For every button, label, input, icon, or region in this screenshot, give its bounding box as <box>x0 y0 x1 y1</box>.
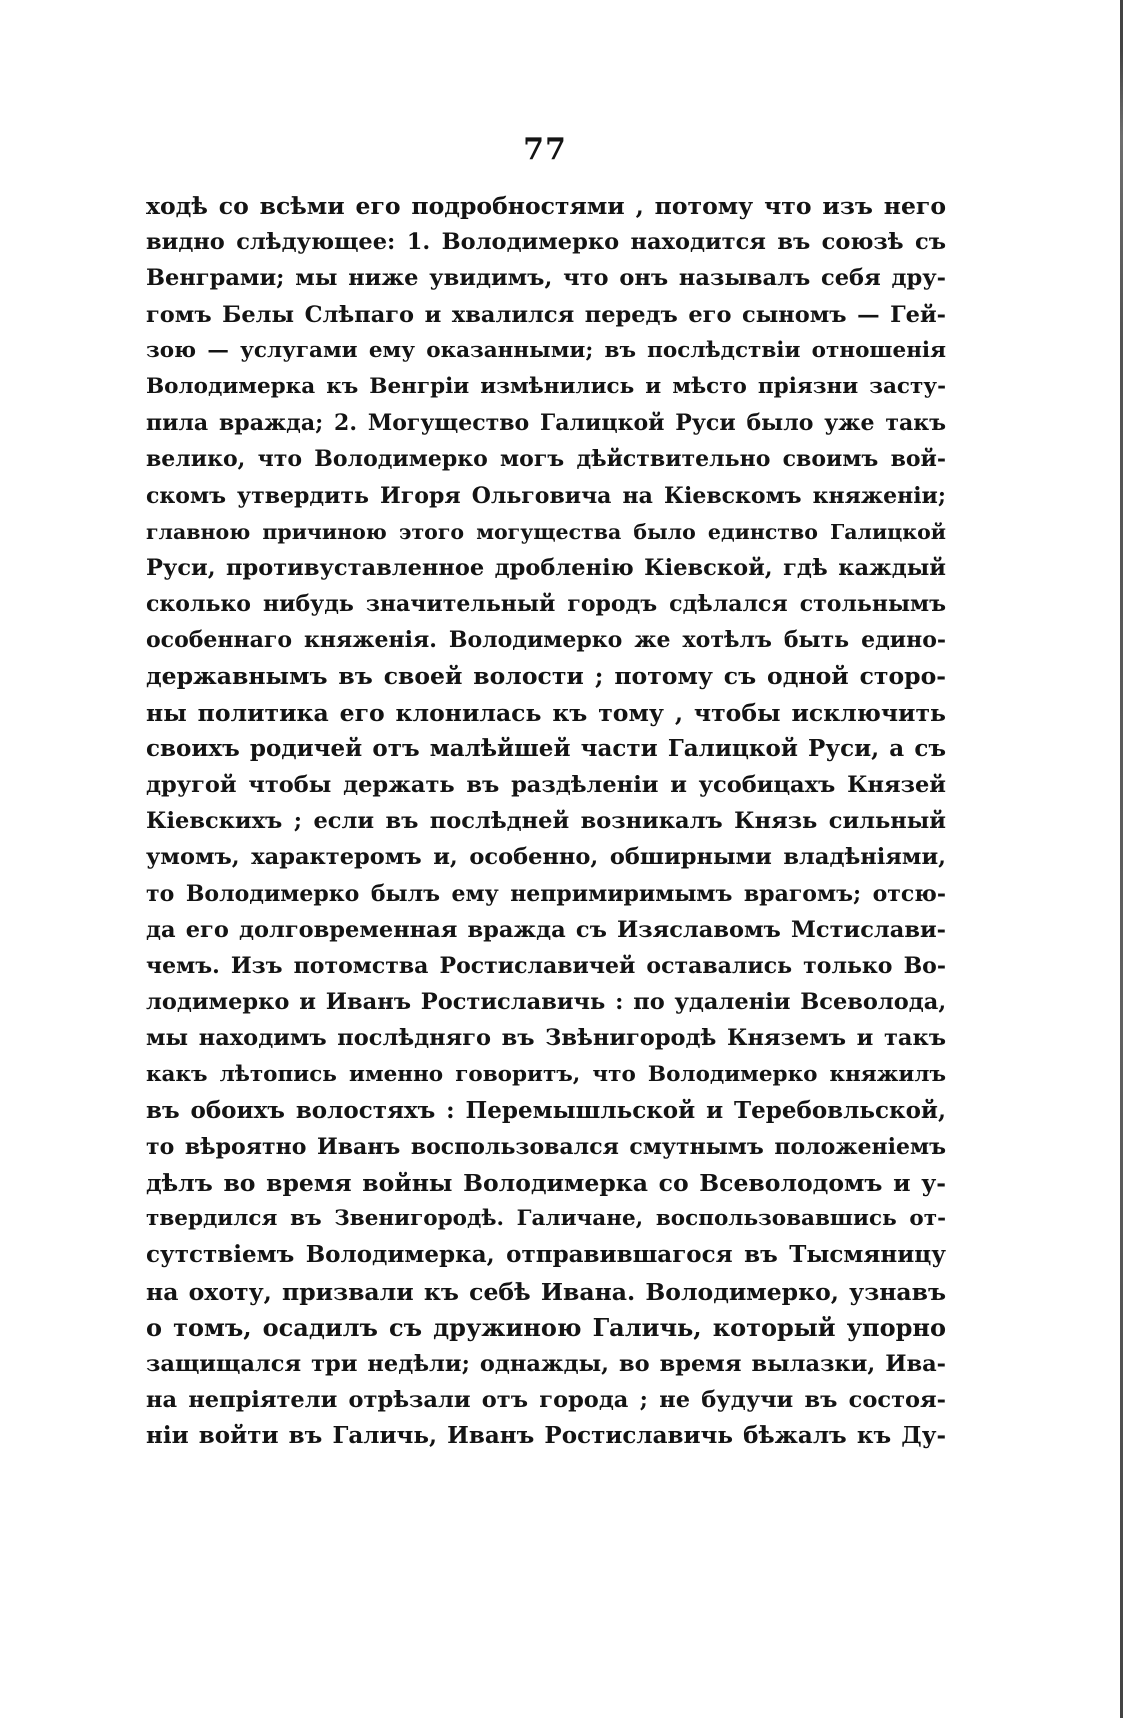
text-line: въ обоихъ волостяхъ : Перемышльской и Теребовльской, <box>146 1096 946 1124</box>
text-line: другой чтобы держать въ раздѣленіи и усобицахъ Князей <box>146 772 946 798</box>
text-line: чемъ. Изъ потомства Ростиславичей оставались только Во- <box>146 952 946 979</box>
text-line: Венграми; мы ниже увидимъ, что онъ называлъ себя дру- <box>146 265 946 292</box>
text-line: умомъ, характеромъ и, особенно, обширными владѣніями, <box>146 844 946 871</box>
text-line: Кіевскихъ ; если въ послѣдней возникалъ Князь сильный <box>146 808 946 835</box>
text-line: ходѣ со всѣми его подробностями , потому что изъ него <box>146 192 946 220</box>
text-line: ны политика его клонилась къ тому , чтобы исключить <box>146 698 946 727</box>
text-line: особеннаго княженія. Володимерко же хотѣлъ быть едино- <box>146 627 946 654</box>
text-line: лодимерко и Иванъ Ростиславичь : по удаленіи Всеволода, <box>146 989 946 1016</box>
text-line: пила вражда; 2. Могущество Галицкой Руси было уже такъ <box>146 410 946 437</box>
text-line: на непріятели отрѣзали отъ города ; не будучи въ состоя- <box>146 1387 946 1414</box>
text-line: ніи войти въ Галичь, Иванъ Ростиславичь бѣжалъ къ Ду- <box>146 1422 946 1450</box>
text-line: зою — услугами ему оказанными; въ послѣдствіи отношенія <box>146 337 946 363</box>
text-line: мы находимъ послѣдняго въ Звѣнигородѣ Княземъ и такъ <box>146 1025 946 1052</box>
page-edge-shadow <box>1120 0 1123 1718</box>
text-line: главною причиною этого могущества было единство Галицкой <box>146 519 946 544</box>
text-line: защищался три недѣли; однажды, во время вылазки, Ива- <box>146 1351 946 1377</box>
text-line: какъ лѣтопись именно говоритъ, что Володимерко княжилъ <box>146 1061 946 1087</box>
text-line: да его долговременная вражда съ Изяславомъ Мстислави- <box>146 916 946 943</box>
text-line: то Володимерко былъ ему непримиримымъ врагомъ; отсю- <box>146 880 946 907</box>
text-line: на охоту, призвали къ себѣ Ивана. Володимерко, узнавъ <box>146 1277 946 1306</box>
text-line: Руси, противуставленное дробленію Кіевской, гдѣ каждый <box>146 554 946 581</box>
text-line: видно слѣдующее: 1. Володимерко находится въ союзѣ съ <box>146 229 946 256</box>
text-line: сколько нибудь значительный городъ сдѣлался стольнымъ <box>146 591 946 618</box>
text-line: Володимерка къ Венгріи измѣнились и мѣсто пріязни засту- <box>146 373 946 399</box>
text-line: велико, что Володимерко могъ дѣйствительно своимъ вой- <box>146 446 946 473</box>
text-line: твердился въ Звенигородѣ. Галичане, воспользовавшись от- <box>146 1206 946 1232</box>
text-line: державнымъ въ своей волости ; потому съ одной сторо- <box>146 662 946 691</box>
body-text <box>146 188 946 1455</box>
text-line: гомъ Белы Слѣпаго и хвалился передъ его сыномъ — Гей- <box>146 301 946 328</box>
text-line: то вѣроятно Иванъ воспользовался смутнымъ положеніемъ <box>146 1133 946 1160</box>
text-line: сутствіемъ Володимерка, отправившагося въ Тысмяницу <box>146 1241 946 1269</box>
text-line: скомъ утвердить Игоря Ольговича на Кіевскомъ княженіи; <box>146 482 946 509</box>
text-line: своихъ родичей отъ малѣйшей части Галицкой Руси, а съ <box>146 734 946 762</box>
text-line: дѣлъ во время войны Володимерка со Всеволодомъ и у- <box>146 1169 946 1198</box>
text-line: о томъ, осадилъ съ дружиною Галичь, который упорно <box>146 1312 946 1342</box>
page-number: 77 <box>523 132 567 167</box>
